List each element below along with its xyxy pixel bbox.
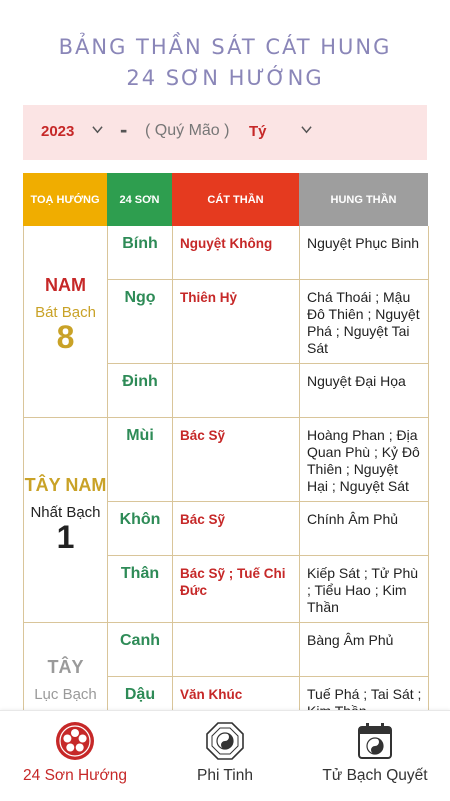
cat-than-cell: Thiên Hỷ: [173, 280, 300, 364]
cat-than-cell: Bác Sỹ: [173, 502, 300, 556]
star-number: 1: [56, 519, 75, 555]
title-line-2: 24 SƠN HƯỚNG: [126, 66, 324, 90]
son-cell: Thân: [108, 556, 173, 623]
separator-dash: -: [120, 117, 128, 142]
son-cell: Bính: [108, 226, 173, 280]
cat-than-cell: [173, 623, 300, 677]
year-selector-bar: [23, 105, 427, 160]
hung-than-cell: Chính Âm Phủ: [300, 502, 429, 556]
son-cell: Khôn: [108, 502, 173, 556]
header-hung-than: HUNG THẦN: [299, 173, 428, 226]
direction-name: NAM: [45, 275, 86, 295]
star-number: 8: [56, 319, 75, 355]
direction-cell: [24, 418, 108, 623]
cat-than-cell: Nguyệt Không: [173, 226, 300, 280]
direction-name: TÂY: [47, 657, 84, 677]
son-cell: Canh: [108, 623, 173, 677]
hung-than-cell: Bàng Âm Phủ: [300, 623, 429, 677]
header-toa-huong: TOẠ HƯỚNG: [23, 173, 107, 226]
tab-tu-bach-quyet[interactable]: [300, 711, 450, 801]
son-cell: Đinh: [108, 364, 173, 418]
direction-cell: [24, 226, 108, 418]
page-title: [0, 32, 450, 94]
header-cat-than: CÁT THẦN: [172, 173, 299, 226]
yinyang-calendar-icon: [355, 721, 395, 761]
star-name: Bát Bạch: [35, 304, 96, 321]
cat-than-cell: Văn Khúc: [173, 677, 300, 731]
cat-than-cell: Bác Sỹ ; Tuế Chi Đức: [173, 556, 300, 623]
tab-label: Phi Tinh: [196, 767, 253, 784]
direction-name: TÂY NAM: [24, 475, 107, 495]
bottom-tab-bar: [0, 710, 450, 801]
can-chi-label: ( Quý Mão ): [145, 122, 230, 139]
tab-label: 24 Sơn Hướng: [23, 767, 127, 784]
hung-than-cell: Tuế Phá ; Tai Sát ;: [300, 677, 429, 731]
hung-than-cell: Hoàng Phan ; Địa Quan Phù ; Kỷ Đô Thiên ; Nguyệt Hại ; Nguyệt Sát: [300, 418, 429, 502]
hung-than-cell: Nguyệt Phục Binh: [300, 226, 429, 280]
flower-seal-icon: [55, 721, 95, 761]
hung-than-cell: Chá Thoái ; Mậu Đô Thiên ; Nguyệt Phá ; Nguyệt Tai Sát: [300, 280, 429, 364]
tab-label: Tử Bạch Quyết: [322, 767, 428, 784]
son-cell: Mùi: [108, 418, 173, 502]
star-name: Nhất Bạch: [30, 504, 101, 521]
header-24-son: 24 SƠN: [107, 173, 172, 226]
hung-than-cell: Nguyệt Đại Họa: [300, 364, 429, 418]
cat-than-cell: Bác Sỹ: [173, 418, 300, 502]
year-select[interactable]: 2023: [41, 123, 75, 140]
hung-than-cell: Kiếp Sát ; Tử Phù ; Tiểu Hao ; Kim Thần: [300, 556, 429, 623]
chevron-down-icon[interactable]: [92, 124, 103, 135]
chevron-down-icon[interactable]: [301, 124, 312, 135]
star-name: Lục Bạch: [34, 686, 97, 703]
bagua-icon: [205, 721, 245, 761]
son-cell: Ngọ: [108, 280, 173, 364]
son-cell: Dậu: [108, 677, 173, 731]
chi-select[interactable]: Tý: [249, 123, 267, 140]
tab-phi-tinh[interactable]: [150, 711, 300, 801]
table-body: [23, 226, 428, 716]
cat-than-cell: [173, 364, 300, 418]
tab-24-son-huong[interactable]: [0, 711, 150, 801]
title-line-1: BẢNG THẦN SÁT CÁT HUNG: [58, 35, 392, 59]
